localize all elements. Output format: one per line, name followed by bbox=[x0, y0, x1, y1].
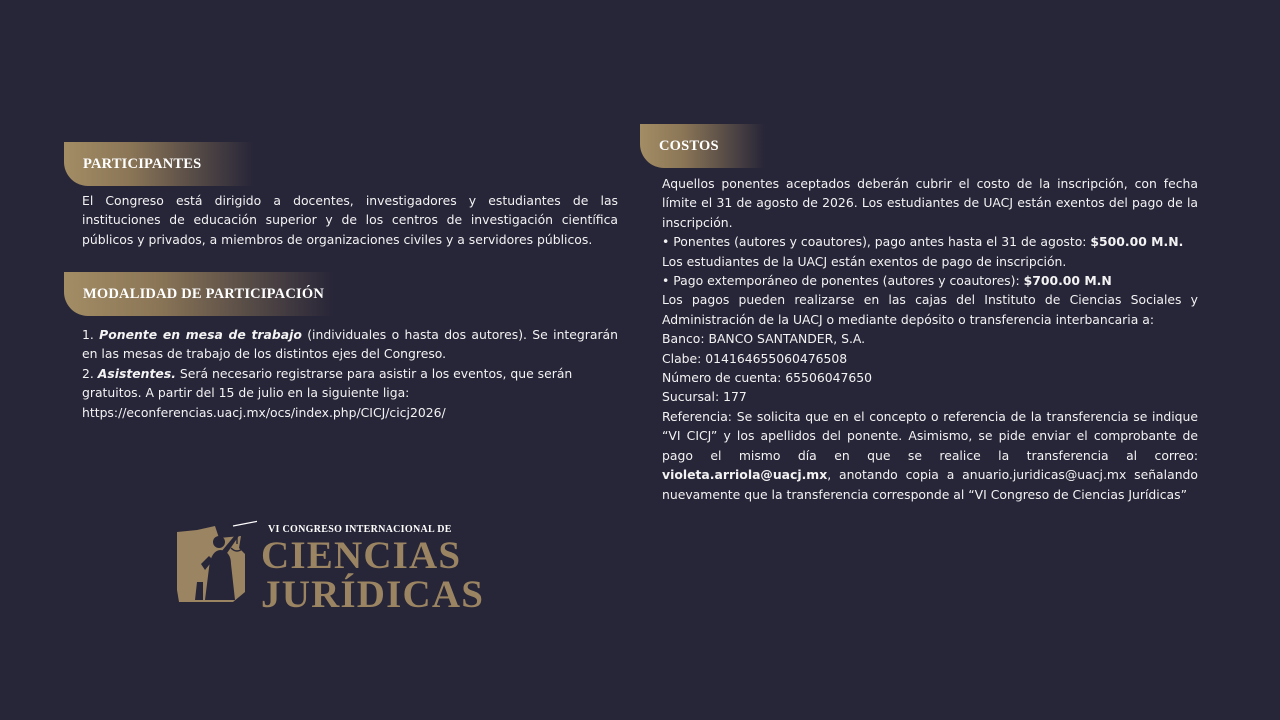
bank-clabe: Clabe: 014164655060476508 bbox=[662, 350, 848, 366]
costos-intro: Aquellos ponentes aceptados deberán cubrir el costo de la inscripción, con fecha límite el 31 de agosto de 2026. Los estudiantes de UACJ están exentos del pago de la inscripción. bbox=[662, 176, 1198, 230]
justice-emblem-icon bbox=[175, 520, 257, 606]
modalidad-item-1 bbox=[82, 325, 618, 364]
item-title: Ponente en mesa de trabajo bbox=[99, 327, 302, 342]
costos-bullet-1 bbox=[662, 232, 1198, 251]
modalidad-header bbox=[64, 272, 334, 316]
participantes-body bbox=[82, 191, 618, 249]
item-number: 2. bbox=[82, 365, 98, 381]
payments-info: Los pagos pueden realizarse en las cajas del Instituto de Ciencias Sociales y Administración de la UACJ o mediante depósito o transferencia interbancaria a: bbox=[662, 292, 1198, 327]
logo-line-2: JURÍDICAS bbox=[261, 573, 485, 616]
congress-logo bbox=[175, 520, 485, 616]
participantes-heading: PARTICIPANTES bbox=[83, 155, 202, 172]
price: $700.00 M.N bbox=[1023, 273, 1112, 289]
participantes-paragraph: El Congreso está dirigido a docentes, investigadores y estudiantes de las instituciones de educación superior y de los centros de investigación científica públicos y privados, a miembros de organizaciones civiles y a servidores públicos. bbox=[82, 193, 618, 247]
item-text: Será necesario registrarse para asistir a los eventos, que serán gratuitos. A partir del 15 de julio en la siguiente liga: bbox=[82, 365, 573, 401]
referencia-text-end: , anotando copia a anuario.juridicas@uacj.mx señalando nuevamente que la transferencia corresponde al “VI Congreso de Ciencias Jurídicas” bbox=[662, 467, 1198, 502]
contact-email[interactable]: violeta.arriola@uacj.mx bbox=[662, 467, 828, 483]
modalidad-heading: MODALIDAD DE PARTICIPACIÓN bbox=[83, 285, 324, 302]
branch: Sucursal: 177 bbox=[662, 389, 747, 405]
costos-heading: COSTOS bbox=[659, 137, 719, 154]
item-number: 1. bbox=[82, 327, 100, 342]
registration-link[interactable]: https://econferencias.uacj.mx/ocs/index.php/CICJ/cicj2026/ bbox=[82, 404, 446, 420]
bullet-text: • Ponentes (autores y coautores), pago antes hasta el 31 de agosto: bbox=[662, 234, 1091, 250]
logo-line-1: CIENCIAS bbox=[261, 534, 462, 577]
bank-name: Banco: BANCO SANTANDER, S.A. bbox=[662, 331, 866, 347]
participantes-header bbox=[64, 142, 254, 186]
item-text: (individuales o hasta dos autores). Se integrarán en las mesas de trabajo de los distintos ejes del Congreso. bbox=[82, 327, 618, 362]
costos-body bbox=[662, 174, 1198, 504]
referencia-paragraph bbox=[662, 407, 1198, 504]
bullet-text: • Pago extemporáneo de ponentes (autores y coautores): bbox=[662, 273, 1024, 289]
account-number: Número de cuenta: 65506047650 bbox=[662, 370, 873, 386]
price: $500.00 M.N. bbox=[1090, 234, 1184, 250]
referencia-text: Referencia: Se solicita que en el concepto o referencia de la transferencia se indique “VI CICJ” y los apellidos del ponente. Asimismo, se pide enviar el comprobante de pago el mismo día en que se realice la transferencia al correo: bbox=[662, 408, 1198, 463]
costos-header bbox=[640, 124, 765, 168]
costos-bullet-2 bbox=[662, 271, 1198, 290]
modalidad-item-2 bbox=[82, 364, 618, 403]
item-title: Asistentes. bbox=[97, 365, 176, 381]
logo-subtitle: VI CONGRESO INTERNACIONAL DE bbox=[268, 524, 452, 535]
modalidad-body bbox=[82, 325, 618, 422]
students-note: Los estudiantes de la UACJ están exentos de pago de inscripción. bbox=[662, 253, 1067, 269]
